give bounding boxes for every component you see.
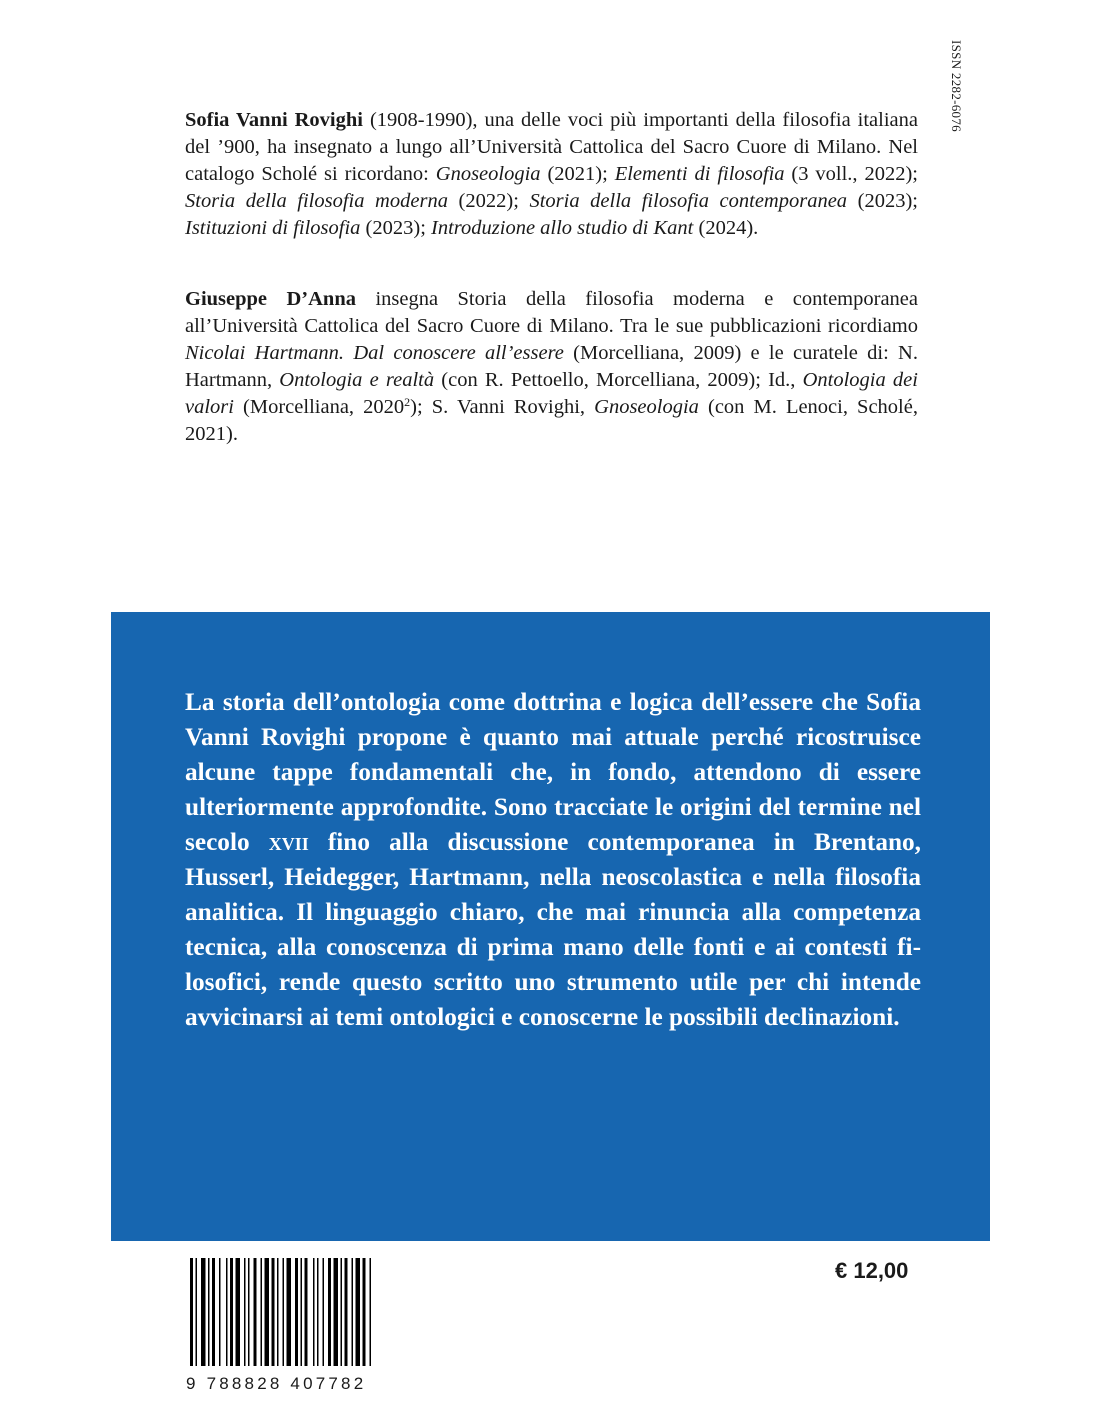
barcode-bar — [341, 1258, 343, 1366]
issn-number: ISSN 2282-6076 — [949, 40, 964, 132]
barcode-bar — [248, 1258, 250, 1366]
work-title: Nicolai Hartmann. Dal conoscere all’essere — [185, 342, 564, 364]
barcode-bar — [208, 1258, 210, 1366]
bio-text: insegna Storia della filosofia moderna e contemporanea all’Università Cattolica del Sacro Cuore di Milano. Tra le sue pubblicazioni ricordiamo — [185, 288, 918, 337]
superscript: 2 — [404, 395, 411, 409]
barcode-bar — [328, 1258, 331, 1366]
bio-text: (2021); — [540, 163, 615, 185]
bio-text: (Morcelliana, 2020 — [233, 396, 405, 418]
author-bio — [185, 107, 918, 242]
barcode-bar — [201, 1258, 206, 1366]
barcode-bar — [356, 1258, 361, 1366]
blurb-text: La storia dell’ontologia come dottrina e logica dell’essere che Sofia Vanni Rovighi propone è quanto mai attuale perché ricostruisce alcune tappe fondamentali che, in fondo, attendono di essere ulteriormente approfondite. Sono tracciate le origini del termine nel secolo — [185, 688, 921, 856]
blurb-text: fino alla discussione contemporanea in Brentano, Husserl, Heidegger, Hartmann, nella neoscolastica e nella filosofia analitica. Il linguaggio chiaro, che mai rinuncia alla competenza tecnica, alla conoscenza di prima mano delle fonti e ai contesti filosofici, rende questo scritto uno strumento utile per chi intende avvicinarsi ai temi ontologici e conoscerne le possibili declinazioni. — [185, 828, 922, 1031]
bio-text: (Morcelliana, 2009) e le curatele di: N. Hartmann, — [185, 342, 918, 391]
barcode-bar — [370, 1258, 372, 1366]
author-name: Sofia Vanni Rovighi — [185, 109, 363, 131]
bio-text: (2023); — [360, 217, 432, 239]
barcode-bar — [277, 1258, 279, 1366]
barcode-bar — [352, 1258, 354, 1366]
barcode-bar — [261, 1258, 263, 1366]
work-title: Storia della filosofia moderna — [185, 190, 448, 212]
barcode-bar — [305, 1258, 308, 1366]
barcode-digits: 9 788828 407782 — [186, 1374, 367, 1393]
work-title: Gnoseologia — [594, 396, 699, 418]
century-numeral: xvii — [268, 828, 309, 856]
barcode-bars — [188, 1258, 384, 1366]
barcode-bar — [323, 1258, 325, 1366]
barcode-bar — [244, 1258, 246, 1366]
work-title: Ontologia dei valori — [185, 369, 918, 418]
price-label: € 12,00 — [835, 1258, 909, 1283]
barcode-bar — [313, 1258, 315, 1366]
bio-text: ); S. Vanni Rovighi, — [410, 396, 595, 418]
barcode-bar — [190, 1258, 193, 1366]
bio-text: (con R. Pettoello, Morcelliana, 2009); Id., — [434, 369, 803, 391]
barcode-bar — [287, 1258, 292, 1366]
bio-text: (2024). — [693, 217, 759, 239]
barcode-bar — [345, 1258, 348, 1366]
barcode-bar — [265, 1258, 270, 1366]
barcode-bar — [212, 1258, 215, 1366]
barcode-bar — [272, 1258, 275, 1366]
barcode-bar — [230, 1258, 233, 1366]
barcode-bar — [236, 1258, 241, 1366]
work-title: Ontologia e realtà — [279, 369, 435, 391]
work-title: Storia della filosofia contemporanea — [529, 190, 848, 212]
bio-text: (1908-1990), una delle voci più importanti della filosofia italiana del ’900, ha insegnato a lungo all’Università Cattolica del Sacro Cuore di Milano. Nel catalogo Scholé si ricordano: — [185, 109, 918, 185]
barcode-bar — [226, 1258, 228, 1366]
barcode-bar — [295, 1258, 298, 1366]
barcode-bar — [196, 1258, 198, 1366]
work-title: Introduzione allo studio di Kant — [431, 217, 694, 239]
bio-text: (2023); — [847, 190, 918, 212]
barcode-bar — [317, 1258, 319, 1366]
barcode-bar — [363, 1258, 366, 1366]
barcode — [188, 1258, 384, 1376]
work-title: Istituzioni di filosofia — [185, 217, 361, 239]
barcode-bar — [283, 1258, 285, 1366]
barcode-bar — [301, 1258, 303, 1366]
work-title: Gnoseologia — [435, 163, 541, 185]
bio-text: (3 voll., 2022); — [784, 163, 918, 185]
barcode-bar — [254, 1258, 257, 1366]
barcode-bar — [219, 1258, 221, 1366]
editor-bio — [185, 286, 918, 448]
barcode-bar — [334, 1258, 339, 1366]
bio-text: (con M. Lenoci, Scholé, 2021). — [185, 396, 918, 445]
bio-text: (2022); — [447, 190, 530, 212]
book-blurb — [185, 685, 921, 1035]
work-title: Elementi di filosofia — [614, 163, 785, 185]
editor-name: Giuseppe D’Anna — [185, 288, 356, 310]
